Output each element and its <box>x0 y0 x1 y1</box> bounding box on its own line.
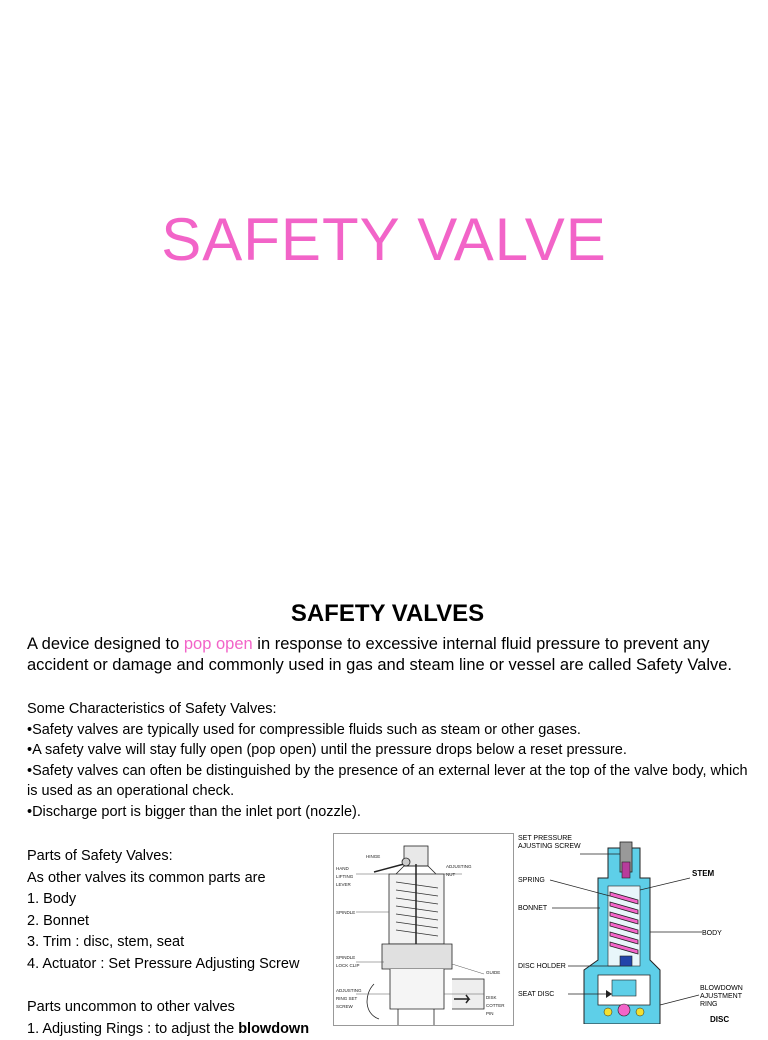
label-bonnet: BONNET <box>518 905 548 912</box>
characteristic-item: •Safety valves can often be distinguished by the presence of an external lever at the top of the valve body, which is used as an operational check. <box>27 761 762 802</box>
parts-intro: As other valves its common parts are <box>27 868 327 890</box>
part-item: 3. Trim : disc, stem, seat <box>27 932 327 954</box>
parts-list <box>27 846 327 1040</box>
intro-text-before: A device designed to <box>27 635 184 653</box>
characteristic-item: •Safety valves are typically used for compressible fluids such as steam or other gases. <box>27 720 762 741</box>
label-disc-holder: DISC HOLDER <box>518 963 566 970</box>
parts-heading: Parts of Safety Valves: <box>27 846 327 868</box>
label-adjusting-nut: ADJUSTING NUT <box>446 864 472 877</box>
intro-paragraph <box>27 634 762 676</box>
section-heading: SAFETY VALVES <box>0 600 768 628</box>
label-disk-cotter-pin: DISK COTTER PIN <box>486 995 505 1016</box>
uncommon-text: 1. Adjusting Rings : to adjust the <box>27 1021 238 1037</box>
valve-line-drawing <box>333 833 514 1026</box>
part-item: 1. Body <box>27 889 327 911</box>
label-guide: GUIDE <box>486 970 500 975</box>
characteristic-item: •A safety valve will stay fully open (pop open) until the pressure drops below a reset pressure. <box>27 740 762 761</box>
label-seat-disc: SEAT DISC <box>518 991 554 998</box>
characteristic-item: •Discharge port is bigger than the inlet port (nozzle). <box>27 802 762 823</box>
characteristics-heading: Some Characteristics of Safety Valves: <box>27 699 762 720</box>
label-spindle-lock-clip: SPINDLE LOCK CLIP <box>336 955 360 968</box>
label-adjusting-ring-set-screw: ADJUSTING RING SET SCREW <box>336 988 362 1009</box>
label-blowdown-ring: BLOWDOWN AJUSTMENT RING <box>700 985 743 1008</box>
label-body: BODY <box>702 930 722 937</box>
characteristics-list <box>27 699 762 822</box>
pop-open-highlight: pop open <box>184 635 253 653</box>
slide-title: SAFETY VALVE <box>0 205 768 274</box>
part-item: 2. Bonnet <box>27 911 327 933</box>
uncommon-item <box>27 1019 327 1040</box>
label-stem: STEM <box>692 869 715 878</box>
label-spring: SPRING <box>518 877 545 884</box>
label-spindle: SPINDLE <box>336 910 355 915</box>
label-disc: DISC <box>710 1015 729 1024</box>
intro-text-after: in response to excessive internal fluid pressure to prevent any accident or damage and commonly used in gas and steam line or vessel are called Safety Valve. <box>27 635 732 674</box>
blowdown-bold: blowdown <box>238 1021 309 1037</box>
label-set-pressure-screw: SET PRESSURE AJUSTING SCREW <box>518 835 581 850</box>
uncommon-heading: Parts uncommon to other valves <box>27 997 327 1019</box>
part-item: 4. Actuator : Set Pressure Adjusting Screw <box>27 954 327 976</box>
valve-cross-section-diagram <box>516 830 768 1024</box>
label-hinge: HINGE <box>366 854 380 859</box>
label-hand-lifting-lever: HAND LIFTING LEVER <box>336 866 354 887</box>
